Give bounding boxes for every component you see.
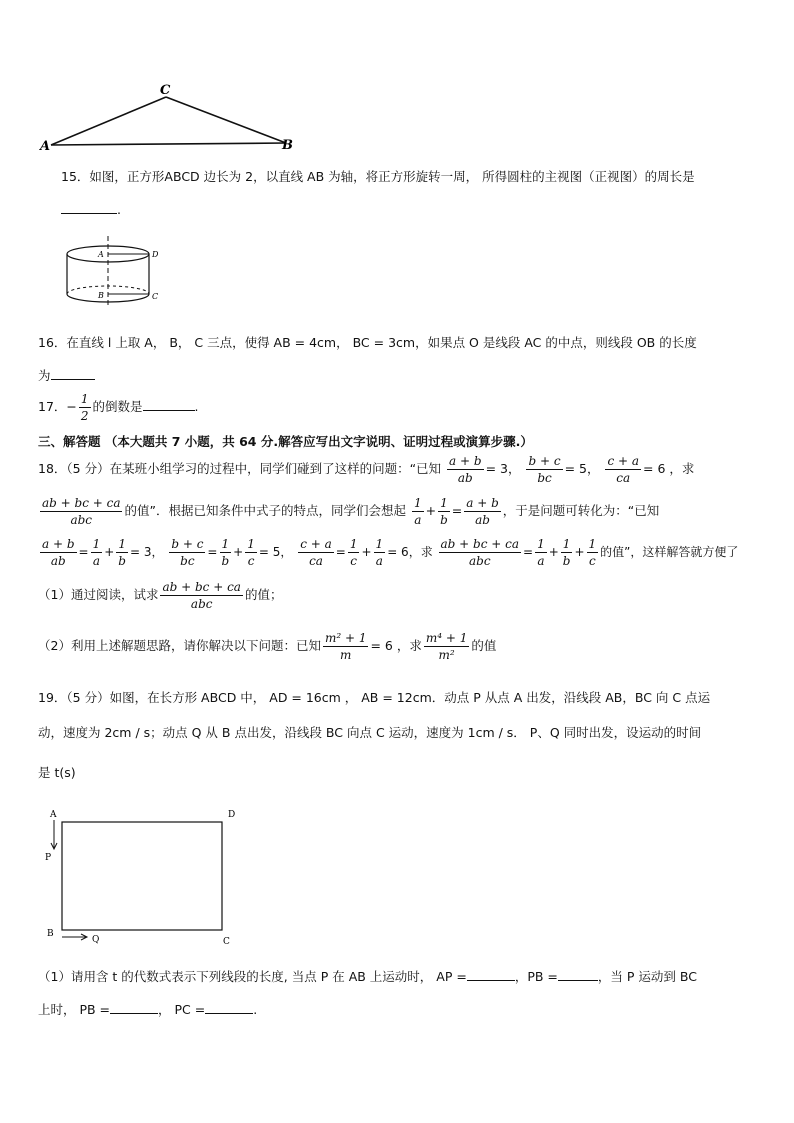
q16-wei: 为 <box>38 368 51 383</box>
cylinder-figure <box>58 232 170 310</box>
cylinder-label-b: B <box>98 291 104 300</box>
q15-answer-line <box>61 201 121 217</box>
q18-line2: $\frac{ab + bc + ca}{\text{abc}}$ 的值”．根据已知条件中式子的特点，同学们会想起 $\frac{1}{a}$ + $\frac{1}{b}$ = $\frac{a + b}{ab}$ ，于是问题可转化为：“已知 <box>42 496 660 527</box>
q18-part1-fraction: $\frac{ab + bc + ca}{\text{abc}}$ <box>162 580 241 611</box>
q16-line2 <box>38 366 95 384</box>
q17-prefix: 17．− <box>38 399 77 414</box>
q15-period: . <box>117 202 121 217</box>
q18-frac-bc: $\frac{b + c}{bc}$ <box>528 454 561 485</box>
q19-part1-line1: （1）请用含 t 的代数式表示下列线段的长度, 当点 P 在 AB 上运动时， AP = ，PB = ，当 P 运动到 BC <box>38 969 697 984</box>
triangle-figure <box>36 80 306 152</box>
q19-blank-ap[interactable] <box>467 968 515 981</box>
q18-part2-frac2: $\frac{\text{m⁴ + 1}}{\text{m²}}$ <box>425 631 468 662</box>
rect-label-c: C <box>223 937 230 946</box>
triangle-label-a: A <box>40 139 51 152</box>
q19-blank-pb[interactable] <box>558 968 598 981</box>
q19-part1-line2: 上时， PB = ， PC = . <box>38 1002 258 1017</box>
cylinder-label-a: A <box>98 250 104 259</box>
triangle-label-b: B <box>282 138 293 152</box>
q18-frac-ca: $\frac{c + a}{ca}$ <box>607 454 640 485</box>
rect-label-q: Q <box>92 935 100 945</box>
rect-label-p: P <box>45 853 52 863</box>
q18-part2-frac1: $\frac{\text{m² + 1}}{m}$ <box>324 631 367 662</box>
q15-blank[interactable] <box>61 201 117 214</box>
q19-line1: 19．（5 分）如图，在长方形 ABCD 中， AD = 16cm ， AB = 12cm．动点 P 从点 A 出发，沿线段 AB，BC 向 C 点运 <box>38 690 711 705</box>
cylinder-label-d: D <box>152 250 159 259</box>
q19-line2: 动，速度为 2cm / s；动点 Q 从 B 点出发，沿线段 BC 向点 C 运动，速度为 1cm / s． P、Q 同时出发，设运动的时间 <box>38 725 702 740</box>
q18-line1: 18．（5 分）在某班小组学习的过程中，同学们碰到了这样的问题：“已知 $\frac{a + b}{ab}$ = 3， $\frac{b + c}{bc}$ = 5， $\frac{c + a}{ca}$ = 6 ，求 <box>38 454 695 485</box>
q19-blank-pb2[interactable] <box>110 1001 158 1014</box>
q17-suffix: 的倒数是 <box>92 399 143 414</box>
rectangle-figure <box>42 806 242 946</box>
q18-part2: （2）利用上述解题思路，请你解决以下问题：已知 $\frac{\text{m² + 1}}{m}$ = 6 ，求 $\frac{\text{m⁴ + 1}}{\text{m²}}$ 的值 <box>38 631 497 662</box>
q18-frac-sum: $\frac{ab + bc + ca}{\text{abc}}$ <box>42 496 121 527</box>
section-title: 三、解答题 （本大题共 7 小题，共 64 分.解答应写出文字说明、证明过程或演算步骤.） <box>38 434 533 449</box>
q15-line1: 15．如图，正方形ABCD 边长为 2，以直线 AB 为轴，将正方形旋转一周， 所得圆柱的主视图（正视图）的周长是 <box>61 169 695 184</box>
rect-label-d: D <box>228 810 236 820</box>
q16-blank[interactable] <box>51 367 95 380</box>
q18-line3: $\frac{a + b}{ab}$ = $\frac{1}{a}$ + $\frac{1}{b}$ = 3， $\frac{b + c}{bc}$ = $\frac{1}{b}$ + $\frac{1}{c}$ = 5， $\frac{c + a}{ca}$ = $\frac{1}{c}$ + $\frac{1}{a}$ = 6，求 $\frac{ab + bc + ca}{\text{abc}}$ = $\frac{1}{a}$ + $\frac{1}{b}$ + $\frac{1}{c}$ 的值”，这样解答就方便了 <box>42 537 739 568</box>
q19-blank-pc[interactable] <box>205 1001 253 1014</box>
rect-label-a: A <box>50 810 57 820</box>
q18-part1: （1）通过阅读，试求 $\frac{ab + bc + ca}{\text{abc}}$ 的值； <box>38 580 283 611</box>
q18-frac-ab: $\frac{a + b}{ab}$ <box>449 454 482 485</box>
cylinder-label-c: C <box>152 292 159 301</box>
q17-fraction: $\frac{1}{2}$ <box>80 392 89 423</box>
q19-line3: 是 t(s) <box>38 765 76 780</box>
rect-label-b: B <box>47 929 54 939</box>
q17-blank[interactable] <box>143 398 195 411</box>
q17: 17．− $\frac{1}{2}$ 的倒数是 . <box>38 392 199 423</box>
q16-line1: 16．在直线 l 上取 A， B， C 三点，使得 AB = 4cm， BC = 3cm，如果点 O 是线段 AC 的中点，则线段 OB 的长度 <box>38 335 697 350</box>
triangle-label-c: C <box>160 83 171 98</box>
